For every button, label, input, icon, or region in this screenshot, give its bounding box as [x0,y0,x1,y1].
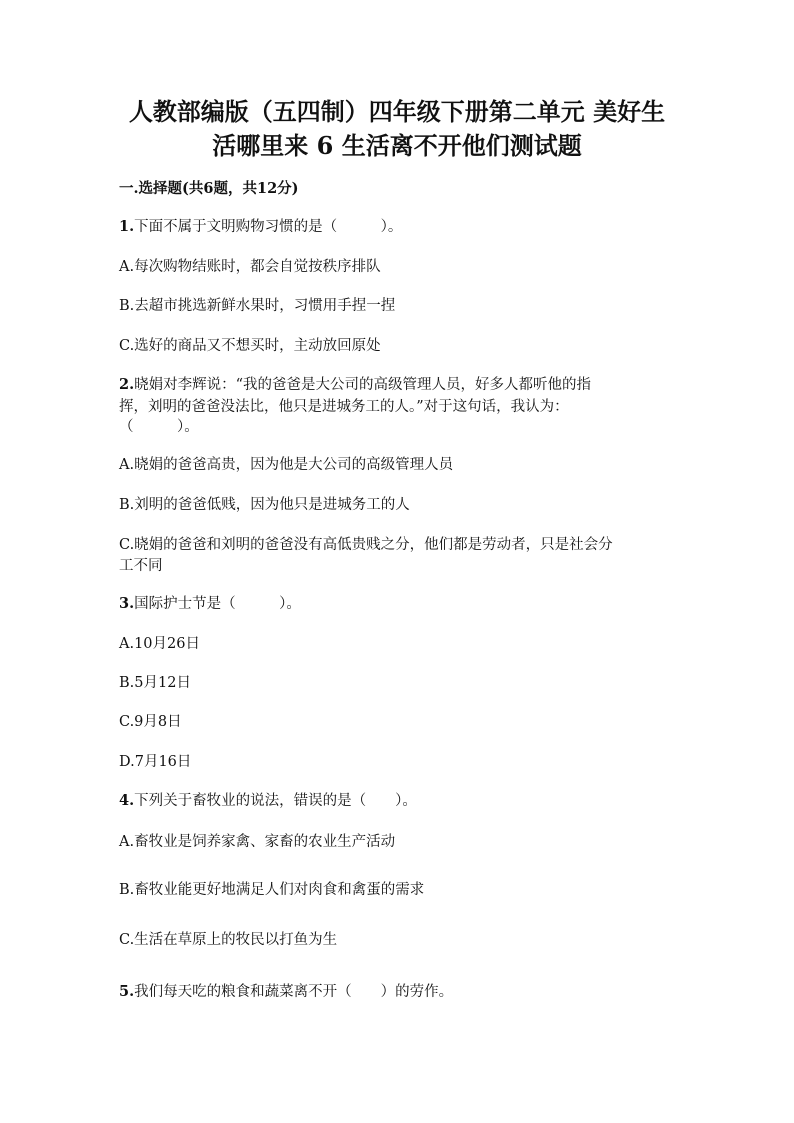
question-text: 国际护士节是（ ）。 [134,596,301,612]
question-2-stem-line-2: 挥，刘明的爸爸没法比，他只是进城务工的人。”对于这句话，我认为： [119,399,569,415]
question-text: 下面不属于文明购物习惯的是（ ）。 [134,219,403,235]
question-4-option-b: B.畜牧业能更好地满足人们对肉食和禽蛋的需求 [119,882,425,898]
question-5-stem [119,982,679,1002]
question-text: 我们每天吃的粮食和蔬菜离不开（ ）的劳作。 [134,984,454,1000]
question-2-option-a: A.晓娟的爸爸高贵，因为他是大公司的高级管理人员 [119,457,454,473]
question-number: 2. [119,376,135,393]
question-1-stem [119,217,679,237]
page-title-line-2: 活哪里来 6 生活离不开他们测试题 [212,131,582,160]
question-3-option-b: B.5月12日 [119,675,191,691]
question-3-option-c: C.9月8日 [119,714,182,730]
question-2-stem [119,375,679,395]
question-3-option-a: A.10月26日 [119,636,200,652]
section-heading: 一.选择题(共6题，共12分) [119,180,299,197]
question-2-stem-line-3: （ ）。 [119,419,199,435]
question-number: 1. [119,218,135,235]
question-2-option-c-line-2: 工不同 [119,558,163,574]
question-4-stem [119,791,679,811]
question-text: 晓娟对李辉说：“我的爸爸是大公司的高级管理人员，好多人都听他的指 [134,377,592,393]
question-number: 3. [119,595,135,612]
question-2-option-c: C.晓娟的爸爸和刘明的爸爸没有高低贵贱之分，他们都是劳动者，只是社会分 [119,537,613,553]
question-3-option-d: D.7月16日 [119,754,192,770]
page-title-line-1: 人教部编版（五四制）四年级下册第二单元 美好生 [128,97,666,126]
question-number: 4. [119,792,135,809]
question-4-option-a: A.畜牧业是饲养家禽、家畜的农业生产活动 [119,834,396,850]
question-4-option-c: C.生活在草原上的牧民以打鱼为生 [119,932,338,948]
question-2-option-b: B.刘明的爸爸低贱，因为他只是进城务工的人 [119,497,410,513]
question-1-option-c: C.选好的商品又不想买时，主动放回原处 [119,338,381,354]
question-text: 下列关于畜牧业的说法，错误的是（ ）。 [134,793,417,809]
question-number: 5. [119,983,135,1000]
question-1-option-b: B.去超市挑选新鲜水果时，习惯用手捏一捏 [119,298,396,314]
question-1-option-a: A.每次购物结账时，都会自觉按秩序排队 [119,259,381,275]
question-3-stem [119,594,679,614]
